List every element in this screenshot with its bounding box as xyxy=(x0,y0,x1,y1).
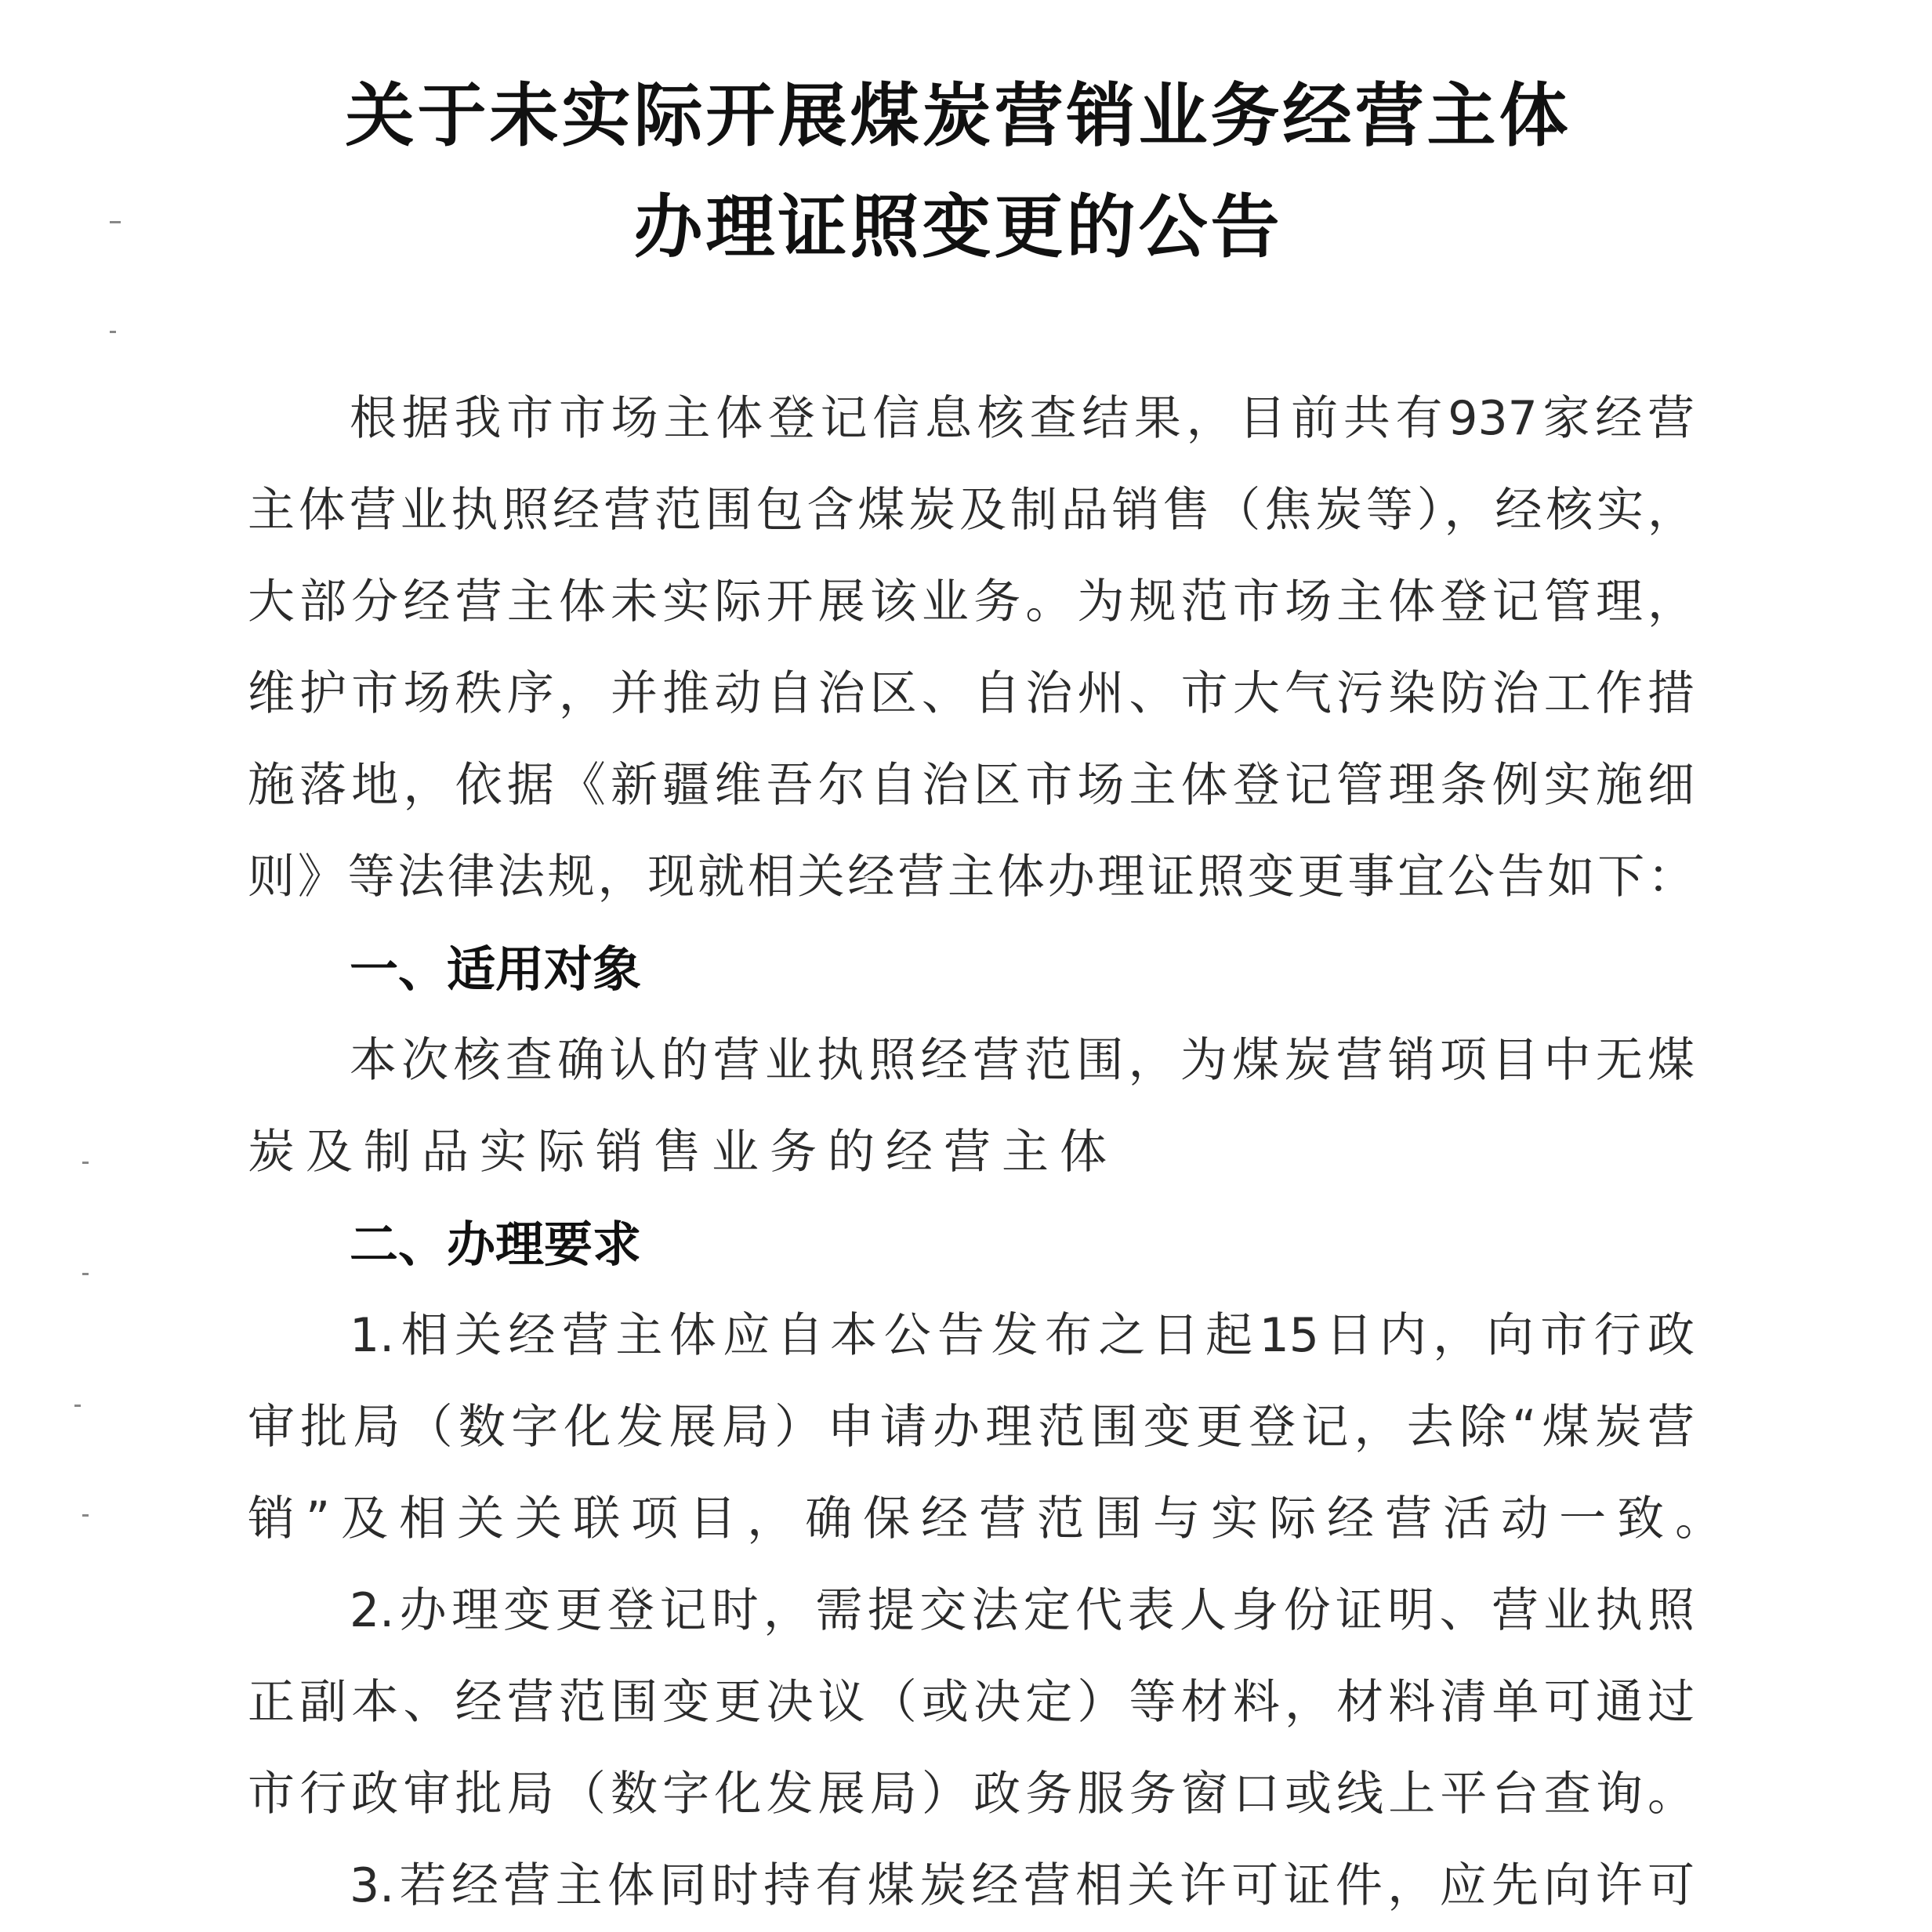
document-title-line-1: 关于未实际开展煤炭营销业务经营主体 xyxy=(345,74,1571,156)
text-line: 1.相关经营主体应自本公告发布之日起15日内，向市行政 xyxy=(350,1308,1695,1363)
text-line: 维护市场秩序，并推动自治区、自治州、市大气污染防治工作措 xyxy=(248,666,1695,721)
text-line: 主体营业执照经营范围包含煤炭及制品销售（焦炭等），经核实， xyxy=(248,483,1695,538)
text-line: 市行政审批局（数字化发展局）政务服务窗口或线上平台查询。 xyxy=(248,1767,1695,1821)
text-line: 则》等法律法规，现就相关经营主体办理证照变更事宜公告如下： xyxy=(248,850,1695,904)
scan-speck xyxy=(110,221,121,223)
text-line: 3.若经营主体同时持有煤炭经营相关许可证件，应先向许可 xyxy=(350,1858,1695,1913)
scan-speck xyxy=(74,1405,81,1407)
scan-speck xyxy=(82,1514,89,1517)
text-line: 2.办理变更登记时，需提交法定代表人身份证明、营业执照 xyxy=(350,1583,1695,1638)
scan-speck xyxy=(82,1162,89,1164)
text-line: 炭及制品实际销售业务的经营主体 xyxy=(248,1125,1118,1180)
text-line: 根据我市市场主体登记信息核查结果，目前共有937家经营 xyxy=(350,391,1695,446)
scan-speck xyxy=(110,331,116,333)
text-line: 大部分经营主体未实际开展该业务。为规范市场主体登记管理， xyxy=(248,575,1695,629)
section-heading-applicable-targets: 一、适用对象 xyxy=(350,941,642,998)
scan-speck xyxy=(82,1273,89,1275)
text-line: 销”及相关关联项目，确保经营范围与实际经营活动一致。 xyxy=(248,1492,1734,1546)
text-line: 施落地，依据《新疆维吾尔自治区市场主体登记管理条例实施细 xyxy=(248,758,1695,813)
text-line: 审批局（数字化发展局）申请办理范围变更登记，去除“煤炭营 xyxy=(248,1400,1695,1455)
text-line: 本次核查确认的营业执照经营范围，为煤炭营销项目中无煤 xyxy=(350,1033,1695,1088)
document-title-line-2: 办理证照变更的公告 xyxy=(633,186,1283,267)
section-heading-requirements: 二、办理要求 xyxy=(350,1216,642,1273)
text-line: 正副本、经营范围变更决议（或决定）等材料，材料清单可通过 xyxy=(248,1675,1695,1730)
